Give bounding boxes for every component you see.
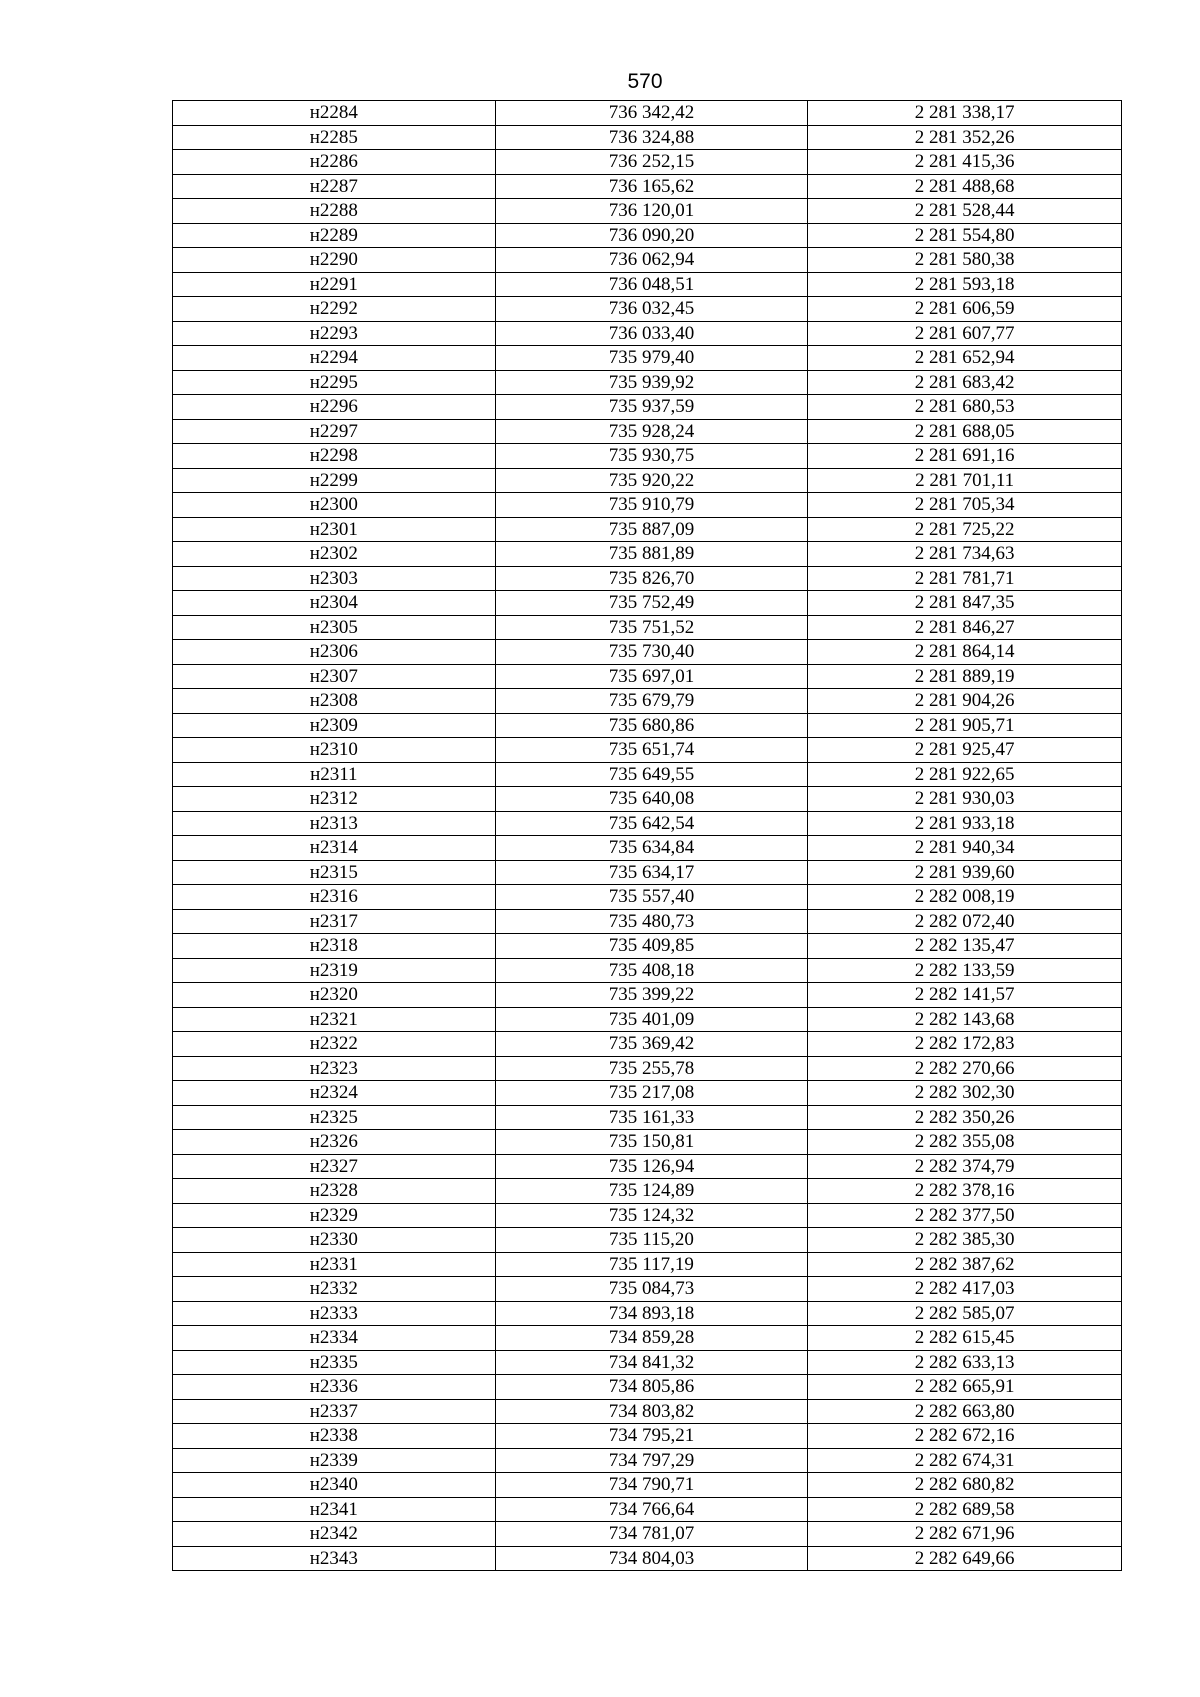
- y-coordinate-cell: 2 282 387,62: [808, 1252, 1122, 1277]
- point-name-cell: н2292: [173, 297, 496, 322]
- y-coordinate-cell: 2 282 665,91: [808, 1375, 1122, 1400]
- x-coordinate-cell: 734 795,21: [495, 1424, 808, 1449]
- x-coordinate-cell: 735 399,22: [495, 983, 808, 1008]
- point-name-cell: н2342: [173, 1522, 496, 1547]
- y-coordinate-cell: 2 282 143,68: [808, 1007, 1122, 1032]
- point-name-cell: н2327: [173, 1154, 496, 1179]
- point-name-cell: н2321: [173, 1007, 496, 1032]
- table-row: [173, 1399, 1122, 1424]
- point-name-cell: н2301: [173, 517, 496, 542]
- table-row: [173, 787, 1122, 812]
- point-name-cell: н2298: [173, 444, 496, 469]
- point-name-cell: н2338: [173, 1424, 496, 1449]
- y-coordinate-cell: 2 282 649,66: [808, 1546, 1122, 1571]
- table-row: [173, 1375, 1122, 1400]
- table-row: [173, 517, 1122, 542]
- table-row: [173, 1105, 1122, 1130]
- x-coordinate-cell: 735 930,75: [495, 444, 808, 469]
- point-name-cell: н2334: [173, 1326, 496, 1351]
- x-coordinate-cell: 735 910,79: [495, 493, 808, 518]
- table-row: [173, 1424, 1122, 1449]
- table-row: [173, 150, 1122, 175]
- x-coordinate-cell: 735 634,84: [495, 836, 808, 861]
- x-coordinate-cell: 736 033,40: [495, 321, 808, 346]
- y-coordinate-cell: 2 282 008,19: [808, 885, 1122, 910]
- page-number: 570: [627, 70, 663, 93]
- x-coordinate-cell: 735 751,52: [495, 615, 808, 640]
- y-coordinate-cell: 2 281 606,59: [808, 297, 1122, 322]
- point-name-cell: н2339: [173, 1448, 496, 1473]
- point-name-cell: н2328: [173, 1179, 496, 1204]
- point-name-cell: н2329: [173, 1203, 496, 1228]
- point-name-cell: н2305: [173, 615, 496, 640]
- x-coordinate-cell: 735 939,92: [495, 370, 808, 395]
- table-row: [173, 1007, 1122, 1032]
- x-coordinate-cell: 735 084,73: [495, 1277, 808, 1302]
- y-coordinate-cell: 2 281 904,26: [808, 689, 1122, 714]
- point-name-cell: н2333: [173, 1301, 496, 1326]
- point-name-cell: н2320: [173, 983, 496, 1008]
- x-coordinate-cell: 735 126,94: [495, 1154, 808, 1179]
- x-coordinate-cell: 735 401,09: [495, 1007, 808, 1032]
- x-coordinate-cell: 735 826,70: [495, 566, 808, 591]
- x-coordinate-cell: 735 979,40: [495, 346, 808, 371]
- point-name-cell: н2299: [173, 468, 496, 493]
- point-name-cell: н2289: [173, 223, 496, 248]
- x-coordinate-cell: 736 062,94: [495, 248, 808, 273]
- y-coordinate-cell: 2 282 663,80: [808, 1399, 1122, 1424]
- table-row: [173, 346, 1122, 371]
- table-row: [173, 199, 1122, 224]
- y-coordinate-cell: 2 282 350,26: [808, 1105, 1122, 1130]
- x-coordinate-cell: 736 090,20: [495, 223, 808, 248]
- point-name-cell: н2336: [173, 1375, 496, 1400]
- table-row: [173, 1277, 1122, 1302]
- x-coordinate-cell: 736 324,88: [495, 125, 808, 150]
- y-coordinate-cell: 2 281 554,80: [808, 223, 1122, 248]
- y-coordinate-cell: 2 281 352,26: [808, 125, 1122, 150]
- x-coordinate-cell: 736 342,42: [495, 101, 808, 126]
- x-coordinate-cell: 736 165,62: [495, 174, 808, 199]
- point-name-cell: н2304: [173, 591, 496, 616]
- x-coordinate-cell: 735 881,89: [495, 542, 808, 567]
- table-row: [173, 909, 1122, 934]
- table-row: [173, 1301, 1122, 1326]
- y-coordinate-cell: 2 282 374,79: [808, 1154, 1122, 1179]
- table-row: [173, 1546, 1122, 1571]
- x-coordinate-cell: 735 369,42: [495, 1032, 808, 1057]
- point-name-cell: н2295: [173, 370, 496, 395]
- point-name-cell: н2326: [173, 1130, 496, 1155]
- y-coordinate-cell: 2 281 691,16: [808, 444, 1122, 469]
- point-name-cell: н2322: [173, 1032, 496, 1057]
- y-coordinate-cell: 2 282 689,58: [808, 1497, 1122, 1522]
- point-name-cell: н2293: [173, 321, 496, 346]
- table-row: [173, 664, 1122, 689]
- y-coordinate-cell: 2 281 593,18: [808, 272, 1122, 297]
- table-row: [173, 836, 1122, 861]
- y-coordinate-cell: 2 282 270,66: [808, 1056, 1122, 1081]
- x-coordinate-cell: 734 805,86: [495, 1375, 808, 1400]
- table-row: [173, 811, 1122, 836]
- x-coordinate-cell: 735 124,89: [495, 1179, 808, 1204]
- x-coordinate-cell: 735 634,17: [495, 860, 808, 885]
- table-row: [173, 223, 1122, 248]
- x-coordinate-cell: 735 649,55: [495, 762, 808, 787]
- point-name-cell: н2284: [173, 101, 496, 126]
- y-coordinate-cell: 2 281 705,34: [808, 493, 1122, 518]
- table-row: [173, 1130, 1122, 1155]
- x-coordinate-cell: 735 115,20: [495, 1228, 808, 1253]
- point-name-cell: н2307: [173, 664, 496, 689]
- point-name-cell: н2311: [173, 762, 496, 787]
- x-coordinate-cell: 734 797,29: [495, 1448, 808, 1473]
- x-coordinate-cell: 735 117,19: [495, 1252, 808, 1277]
- table-row: [173, 1032, 1122, 1057]
- table-row: [173, 1448, 1122, 1473]
- table-row: [173, 762, 1122, 787]
- point-name-cell: н2302: [173, 542, 496, 567]
- x-coordinate-cell: 735 480,73: [495, 909, 808, 934]
- point-name-cell: н2332: [173, 1277, 496, 1302]
- point-name-cell: н2319: [173, 958, 496, 983]
- point-name-cell: н2290: [173, 248, 496, 273]
- table-row: [173, 591, 1122, 616]
- x-coordinate-cell: 735 408,18: [495, 958, 808, 983]
- y-coordinate-cell: 2 282 377,50: [808, 1203, 1122, 1228]
- y-coordinate-cell: 2 282 355,08: [808, 1130, 1122, 1155]
- y-coordinate-cell: 2 281 488,68: [808, 174, 1122, 199]
- x-coordinate-cell: 734 804,03: [495, 1546, 808, 1571]
- table-row: [173, 248, 1122, 273]
- y-coordinate-cell: 2 282 378,16: [808, 1179, 1122, 1204]
- point-name-cell: н2312: [173, 787, 496, 812]
- y-coordinate-cell: 2 282 135,47: [808, 934, 1122, 959]
- point-name-cell: н2300: [173, 493, 496, 518]
- x-coordinate-cell: 735 937,59: [495, 395, 808, 420]
- table-row: [173, 1350, 1122, 1375]
- x-coordinate-cell: 736 120,01: [495, 199, 808, 224]
- table-row: [173, 542, 1122, 567]
- x-coordinate-cell: 734 803,82: [495, 1399, 808, 1424]
- y-coordinate-cell: 2 281 846,27: [808, 615, 1122, 640]
- point-name-cell: н2331: [173, 1252, 496, 1277]
- point-name-cell: н2337: [173, 1399, 496, 1424]
- point-name-cell: н2315: [173, 860, 496, 885]
- y-coordinate-cell: 2 281 864,14: [808, 640, 1122, 665]
- point-name-cell: н2308: [173, 689, 496, 714]
- table-row: [173, 1154, 1122, 1179]
- point-name-cell: н2313: [173, 811, 496, 836]
- y-coordinate-cell: 2 281 930,03: [808, 787, 1122, 812]
- y-coordinate-cell: 2 282 417,03: [808, 1277, 1122, 1302]
- point-name-cell: н2335: [173, 1350, 496, 1375]
- point-name-cell: н2314: [173, 836, 496, 861]
- point-name-cell: н2318: [173, 934, 496, 959]
- point-name-cell: н2309: [173, 713, 496, 738]
- point-name-cell: н2297: [173, 419, 496, 444]
- table-row: [173, 1203, 1122, 1228]
- y-coordinate-cell: 2 281 528,44: [808, 199, 1122, 224]
- table-row: [173, 125, 1122, 150]
- x-coordinate-cell: 735 124,32: [495, 1203, 808, 1228]
- x-coordinate-cell: 734 781,07: [495, 1522, 808, 1547]
- y-coordinate-cell: 2 282 615,45: [808, 1326, 1122, 1351]
- y-coordinate-cell: 2 281 680,53: [808, 395, 1122, 420]
- table-row: [173, 493, 1122, 518]
- y-coordinate-cell: 2 282 680,82: [808, 1473, 1122, 1498]
- table-row: [173, 444, 1122, 469]
- table-row: [173, 101, 1122, 126]
- table-row: [173, 370, 1122, 395]
- y-coordinate-cell: 2 281 905,71: [808, 713, 1122, 738]
- table-row: [173, 983, 1122, 1008]
- table-row: [173, 1056, 1122, 1081]
- point-name-cell: н2294: [173, 346, 496, 371]
- point-name-cell: н2330: [173, 1228, 496, 1253]
- y-coordinate-cell: 2 282 672,16: [808, 1424, 1122, 1449]
- x-coordinate-cell: 734 841,32: [495, 1350, 808, 1375]
- table-row: [173, 713, 1122, 738]
- table-row: [173, 1228, 1122, 1253]
- point-name-cell: н2323: [173, 1056, 496, 1081]
- table-row: [173, 1473, 1122, 1498]
- x-coordinate-cell: 735 150,81: [495, 1130, 808, 1155]
- x-coordinate-cell: 735 161,33: [495, 1105, 808, 1130]
- y-coordinate-cell: 2 281 847,35: [808, 591, 1122, 616]
- y-coordinate-cell: 2 281 338,17: [808, 101, 1122, 126]
- y-coordinate-cell: 2 281 939,60: [808, 860, 1122, 885]
- y-coordinate-cell: 2 281 683,42: [808, 370, 1122, 395]
- y-coordinate-cell: 2 281 933,18: [808, 811, 1122, 836]
- x-coordinate-cell: 735 217,08: [495, 1081, 808, 1106]
- x-coordinate-cell: 734 859,28: [495, 1326, 808, 1351]
- point-name-cell: н2296: [173, 395, 496, 420]
- point-name-cell: н2287: [173, 174, 496, 199]
- point-name-cell: н2288: [173, 199, 496, 224]
- y-coordinate-cell: 2 281 889,19: [808, 664, 1122, 689]
- x-coordinate-cell: 735 651,74: [495, 738, 808, 763]
- table-row: [173, 1522, 1122, 1547]
- point-name-cell: н2343: [173, 1546, 496, 1571]
- table-row: [173, 395, 1122, 420]
- x-coordinate-cell: 735 255,78: [495, 1056, 808, 1081]
- table-row: [173, 738, 1122, 763]
- x-coordinate-cell: 735 680,86: [495, 713, 808, 738]
- point-name-cell: н2324: [173, 1081, 496, 1106]
- x-coordinate-cell: 735 887,09: [495, 517, 808, 542]
- table-row: [173, 272, 1122, 297]
- point-name-cell: н2325: [173, 1105, 496, 1130]
- y-coordinate-cell: 2 282 141,57: [808, 983, 1122, 1008]
- x-coordinate-cell: 735 557,40: [495, 885, 808, 910]
- x-coordinate-cell: 735 679,79: [495, 689, 808, 714]
- table-row: [173, 860, 1122, 885]
- table-row: [173, 321, 1122, 346]
- y-coordinate-cell: 2 282 671,96: [808, 1522, 1122, 1547]
- x-coordinate-cell: 736 032,45: [495, 297, 808, 322]
- point-name-cell: н2286: [173, 150, 496, 175]
- table-row: [173, 468, 1122, 493]
- y-coordinate-cell: 2 281 940,34: [808, 836, 1122, 861]
- table-row: [173, 566, 1122, 591]
- coordinates-table: [172, 100, 1122, 1571]
- y-coordinate-cell: 2 281 922,65: [808, 762, 1122, 787]
- x-coordinate-cell: 734 766,64: [495, 1497, 808, 1522]
- x-coordinate-cell: 735 409,85: [495, 934, 808, 959]
- x-coordinate-cell: 734 893,18: [495, 1301, 808, 1326]
- point-name-cell: н2317: [173, 909, 496, 934]
- table-row: [173, 1081, 1122, 1106]
- point-name-cell: н2341: [173, 1497, 496, 1522]
- y-coordinate-cell: 2 282 172,83: [808, 1032, 1122, 1057]
- point-name-cell: н2306: [173, 640, 496, 665]
- y-coordinate-cell: 2 282 674,31: [808, 1448, 1122, 1473]
- x-coordinate-cell: 734 790,71: [495, 1473, 808, 1498]
- y-coordinate-cell: 2 281 925,47: [808, 738, 1122, 763]
- table-row: [173, 640, 1122, 665]
- x-coordinate-cell: 735 752,49: [495, 591, 808, 616]
- y-coordinate-cell: 2 281 725,22: [808, 517, 1122, 542]
- y-coordinate-cell: 2 282 585,07: [808, 1301, 1122, 1326]
- y-coordinate-cell: 2 282 072,40: [808, 909, 1122, 934]
- point-name-cell: н2340: [173, 1473, 496, 1498]
- point-name-cell: н2303: [173, 566, 496, 591]
- y-coordinate-cell: 2 281 734,63: [808, 542, 1122, 567]
- x-coordinate-cell: 735 697,01: [495, 664, 808, 689]
- table-row: [173, 1326, 1122, 1351]
- table-row: [173, 297, 1122, 322]
- point-name-cell: н2310: [173, 738, 496, 763]
- y-coordinate-cell: 2 282 302,30: [808, 1081, 1122, 1106]
- y-coordinate-cell: 2 281 415,36: [808, 150, 1122, 175]
- table-row: [173, 934, 1122, 959]
- x-coordinate-cell: 735 642,54: [495, 811, 808, 836]
- table-row: [173, 1179, 1122, 1204]
- x-coordinate-cell: 735 928,24: [495, 419, 808, 444]
- table-row: [173, 885, 1122, 910]
- table-row: [173, 958, 1122, 983]
- x-coordinate-cell: 735 730,40: [495, 640, 808, 665]
- table-row: [173, 1497, 1122, 1522]
- y-coordinate-cell: 2 282 633,13: [808, 1350, 1122, 1375]
- table-row: [173, 615, 1122, 640]
- y-coordinate-cell: 2 281 701,11: [808, 468, 1122, 493]
- point-name-cell: н2316: [173, 885, 496, 910]
- point-name-cell: н2285: [173, 125, 496, 150]
- table-row: [173, 1252, 1122, 1277]
- table-row: [173, 689, 1122, 714]
- y-coordinate-cell: 2 281 580,38: [808, 248, 1122, 273]
- point-name-cell: н2291: [173, 272, 496, 297]
- y-coordinate-cell: 2 282 385,30: [808, 1228, 1122, 1253]
- x-coordinate-cell: 735 640,08: [495, 787, 808, 812]
- y-coordinate-cell: 2 281 652,94: [808, 346, 1122, 371]
- x-coordinate-cell: 736 252,15: [495, 150, 808, 175]
- coordinates-table-body: [173, 101, 1122, 1571]
- table-row: [173, 174, 1122, 199]
- y-coordinate-cell: 2 281 688,05: [808, 419, 1122, 444]
- y-coordinate-cell: 2 282 133,59: [808, 958, 1122, 983]
- y-coordinate-cell: 2 281 781,71: [808, 566, 1122, 591]
- y-coordinate-cell: 2 281 607,77: [808, 321, 1122, 346]
- x-coordinate-cell: 735 920,22: [495, 468, 808, 493]
- table-row: [173, 419, 1122, 444]
- x-coordinate-cell: 736 048,51: [495, 272, 808, 297]
